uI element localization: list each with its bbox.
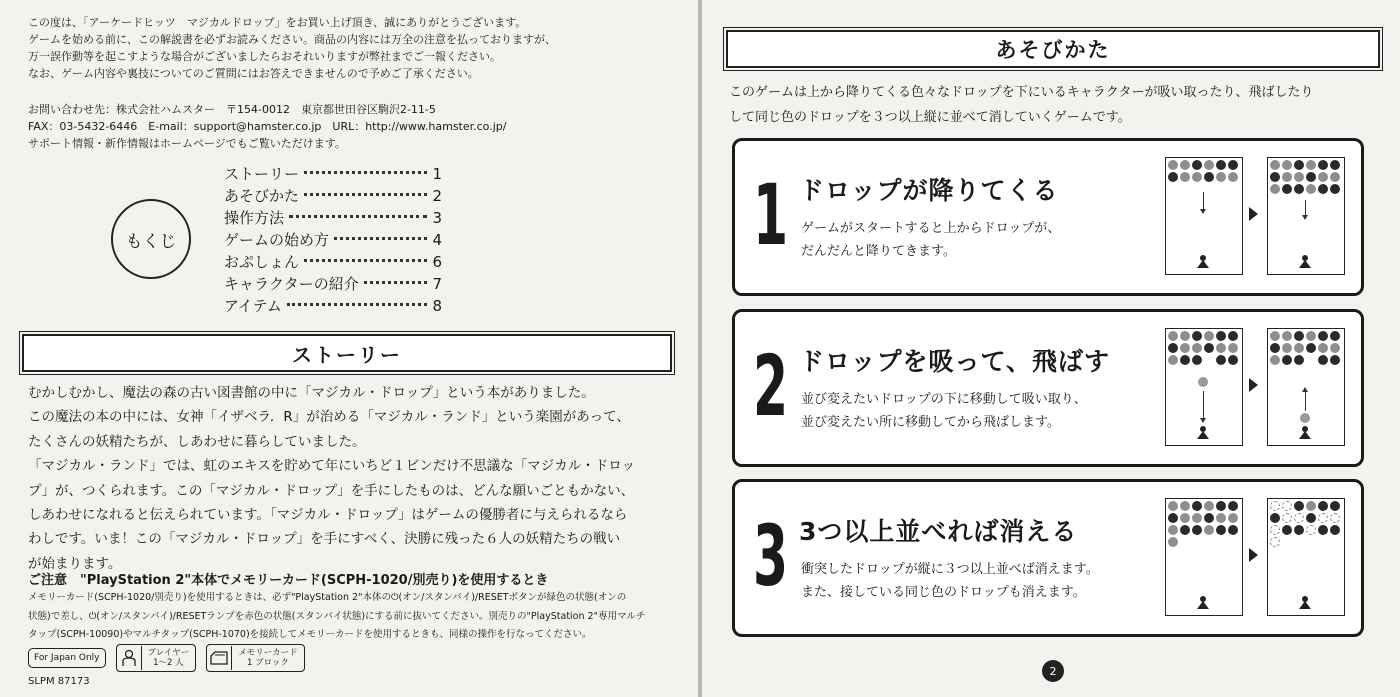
how-to-play-heading: あそびかた	[726, 30, 1380, 68]
step-number: 1	[753, 166, 789, 264]
step-card-2	[732, 309, 1364, 467]
story-line: わしです。いま！この「マジカル・ドロップ」を手にすべく、決勝に残った６人の妖精たちの戦い	[28, 531, 621, 548]
toc-item	[224, 185, 442, 207]
intro-line: なお、ゲーム内容や裏技についてのご質問にはお答えできませんので予めご了承ください。	[28, 67, 479, 80]
up-arrow-icon	[1305, 391, 1306, 411]
down-arrow-icon	[1305, 200, 1306, 216]
toc-page: 3	[432, 209, 442, 227]
character-icon	[1197, 596, 1209, 610]
next-arrow-icon	[1249, 548, 1258, 562]
toc-label: 操作方法	[224, 209, 285, 227]
next-arrow-icon	[1249, 207, 1258, 221]
drop-grid	[1270, 160, 1340, 194]
toc-label: おぷしょん	[224, 253, 300, 271]
table-of-contents	[224, 163, 442, 317]
rating-badges	[28, 644, 305, 672]
player-count-badge	[116, 644, 197, 672]
memory-card-badge	[206, 644, 304, 672]
toc-item	[224, 163, 442, 185]
toc-page: 8	[432, 297, 442, 315]
drop-field-illustration	[1267, 498, 1345, 616]
drop-grid	[1270, 331, 1340, 365]
right-page	[702, 0, 1400, 697]
drop-ball	[1198, 377, 1208, 387]
memory-card-icon	[207, 646, 232, 670]
page-number: 2	[1042, 660, 1064, 682]
character-icon	[1197, 426, 1209, 440]
rules-intro	[729, 80, 1379, 130]
toc-item	[224, 273, 442, 295]
intro-line: 万一誤作動等を起こすような場合がございましたらおそれいりますが弊社までご一報ください。	[28, 50, 501, 63]
contact-line: FAX：03-5432-6446 E-mail：support@hamster.co.jp URL：http://www.hamster.co.jp/	[28, 120, 507, 133]
step-description: 並び変えたいドロップの下に移動して吸い取り、 並び変えたい所に移動してから飛ばします。	[801, 392, 1087, 430]
toc-label: あそびかた	[224, 187, 300, 205]
story-line: たくさんの妖精たちが、しあわせに暮らしていました。	[28, 433, 366, 450]
down-arrow-icon	[1203, 192, 1204, 210]
toc-dots	[304, 171, 427, 174]
toc-heading: もくじ	[111, 199, 191, 279]
toc-dots	[364, 281, 427, 284]
toc-page: 1	[432, 165, 442, 183]
story-line: この魔法の本の中には、女神「イザベラ．R」が治める「マジカル・ランド」という楽園があって、	[28, 409, 630, 426]
caution-line: メモリーカード(SCPH-1020/別売り)を使用するときは、必ず"PlayStation 2"本体の⏻(オン/スタンバイ)/RESETボタンが緑色の状態(オンの	[28, 592, 627, 603]
step-description: 衝突したドロップが縦に３つ以上並べば消えます。 また、接している同じ色のドロップも消えます。	[801, 562, 1099, 600]
step-card-1	[732, 138, 1364, 296]
drop-grid	[1168, 501, 1238, 547]
toc-dots	[289, 215, 427, 218]
rules-intro-line: このゲームは上から降りてくる色々なドロップを下にいるキャラクターが吸い取ったり、飛ばしたり	[729, 85, 1314, 100]
drop-grid	[1270, 501, 1340, 547]
drop-grid	[1168, 160, 1238, 182]
drop-field-illustration	[1267, 328, 1345, 446]
drop-grid	[1168, 331, 1238, 365]
drop-field-illustration	[1267, 157, 1345, 275]
drop-field-illustration	[1165, 157, 1243, 275]
product-code: SLPM 87173	[28, 676, 90, 687]
next-arrow-icon	[1249, 378, 1258, 392]
story-heading: ストーリー	[22, 334, 672, 372]
for-japan-only-badge: For Japan Only	[28, 648, 106, 668]
toc-dots	[304, 259, 427, 262]
toc-dots	[334, 237, 427, 240]
contact-info	[28, 101, 668, 152]
step-description: ゲームがスタートすると上からドロップが、 だんだんと降りてきます。	[801, 221, 1061, 259]
story-line: むかしむかし、魔法の森の古い図書館の中に「マジカル・ドロップ」という本がありました。	[28, 385, 595, 401]
toc-item	[224, 207, 442, 229]
story-line: プ」が、つくられます。この「マジカル・ドロップ」を手にしたものは、どんな願いごともかない、	[28, 482, 635, 499]
contact-line: サポート情報・新作情報はホームページでもご覧いただけます。	[28, 137, 346, 150]
character-icon	[1299, 255, 1311, 269]
drop-field-illustration	[1165, 498, 1243, 616]
toc-label: アイテム	[224, 297, 282, 315]
step-card-3	[732, 479, 1364, 637]
step-title: ドロップが降りてくる	[799, 176, 1059, 205]
left-page	[0, 0, 698, 697]
character-icon	[1197, 255, 1209, 269]
character-icon	[1299, 426, 1311, 440]
drop-ball	[1300, 413, 1310, 423]
toc-page: 7	[432, 275, 442, 293]
toc-item	[224, 295, 442, 317]
toc-dots	[287, 303, 427, 306]
step-title: 3つ以上並べれば消える	[799, 517, 1078, 546]
caution-title: ご注意 "PlayStation 2"本体でメモリーカード(SCPH-1020/別売り)を使用するとき	[28, 573, 549, 588]
intro-line: この度は、「アーケードヒッツ マジカルドロップ」をお買い上げ頂き、誠にありがとうございます。	[28, 16, 527, 29]
toc-label: ストーリー	[224, 165, 300, 183]
player-icon	[117, 646, 142, 670]
drop-field-illustration	[1165, 328, 1243, 446]
memory-card-text: メモリーカード 1 ブロック	[238, 648, 298, 668]
intro-text	[28, 14, 668, 82]
toc-item	[224, 229, 442, 251]
step-title: ドロップを吸って、飛ばす	[799, 347, 1111, 376]
contact-line: お問い合わせ先：株式会社ハムスター 〒154-0012 東京都世田谷区駒沢2-11-5	[28, 103, 436, 116]
toc-page: 2	[432, 187, 442, 205]
caution-body	[28, 589, 673, 645]
story-line: しあわせになれると伝えられています。「マジカル・ドロップ」はゲームの優勝者に与えられるなら	[28, 507, 628, 524]
toc-dots	[304, 193, 427, 196]
step-number: 2	[753, 337, 789, 435]
step-number: 3	[753, 507, 789, 605]
toc-page: 4	[432, 231, 442, 249]
character-icon	[1299, 596, 1311, 610]
down-arrow-icon	[1203, 391, 1204, 419]
toc-item	[224, 251, 442, 273]
story-line: 「マジカル・ランド」では、虹のエキスを貯めて年にいちど１ビンだけ不思議な「マジカル・ドロッ	[28, 458, 635, 475]
intro-line: ゲームを始める前に、この解説書を必ずお読みください。商品の内容には万全の注意を払っておりますが、	[28, 33, 556, 46]
story-line: が始まります。	[28, 555, 122, 572]
caution-line: 状態)で差し、⏻(オン/スタンバイ)/RESETランプを赤色の状態(スタンバイ状態)にする前に抜いてください。別売りの"PlayStation 2"専用マルチ	[28, 610, 646, 622]
rules-intro-line: して同じ色のドロップを３つ以上縦に並べて消していくゲームです。	[729, 110, 1131, 125]
toc-label: キャラクターの紹介	[224, 275, 359, 293]
player-count-text: プレイヤー 1～2 人	[147, 648, 190, 668]
caution-line: タップ(SCPH-10090)やマルチタップ(SCPH-1070)を接続してメモリーカードを使用するときも、同様の操作を行なってください。	[28, 629, 592, 640]
toc-page: 6	[432, 253, 442, 271]
toc-label: ゲームの始め方	[224, 231, 330, 249]
story-text	[28, 381, 673, 576]
